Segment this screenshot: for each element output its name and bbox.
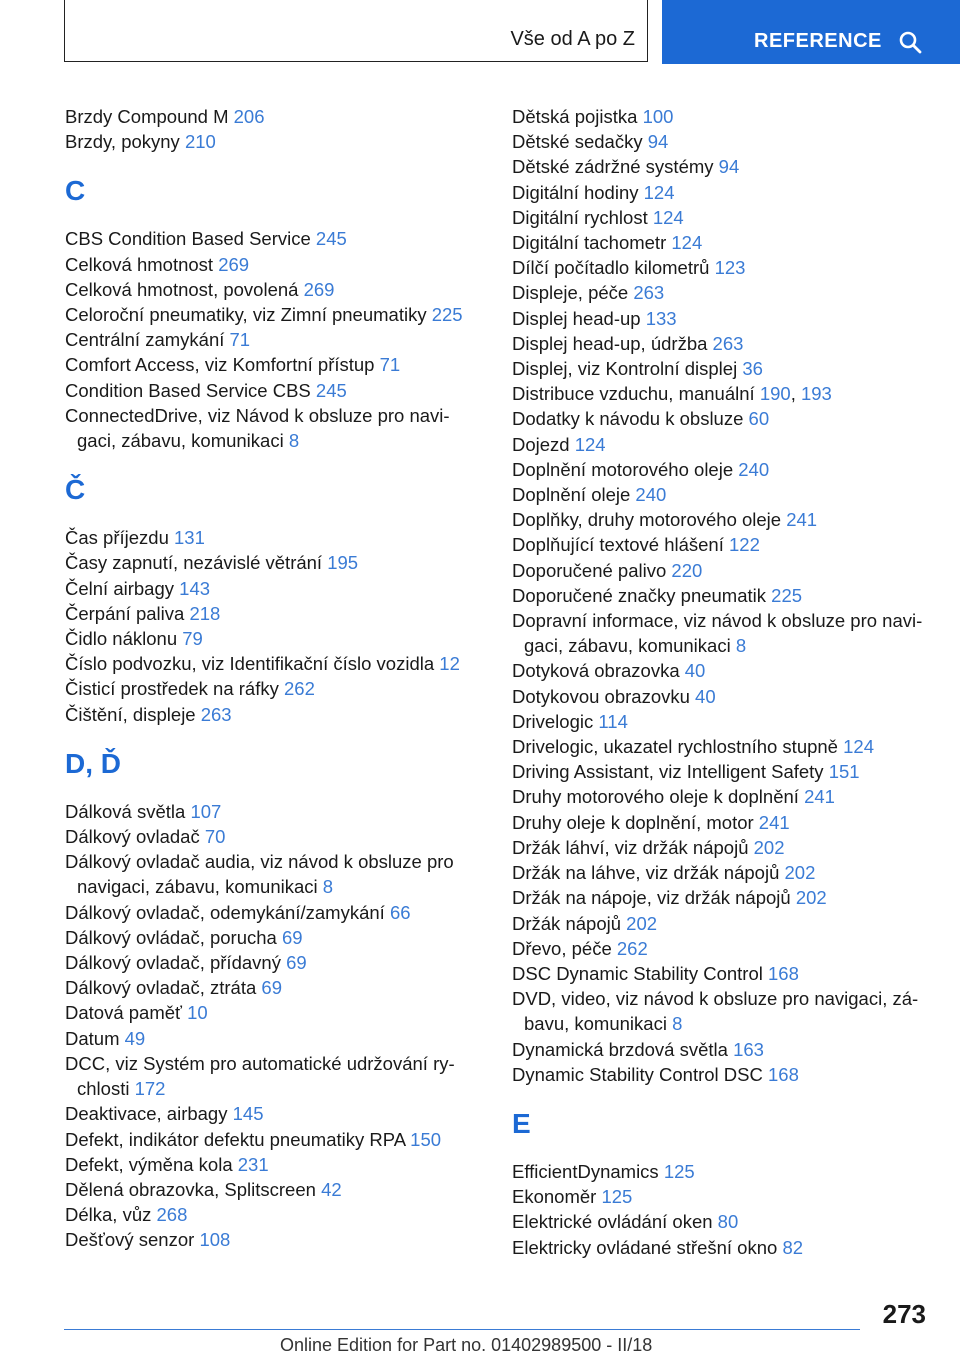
index-entry bbox=[512, 835, 932, 860]
page-reference-link[interactable]: 269 bbox=[303, 278, 335, 300]
index-entry bbox=[65, 1000, 485, 1025]
page-reference-link[interactable]: 262 bbox=[616, 937, 648, 959]
index-entry-text: Čas příjezdu bbox=[65, 527, 169, 549]
page-reference-link[interactable]: 10 bbox=[187, 1002, 208, 1024]
index-entry-text: Centrální zamykání bbox=[65, 329, 225, 351]
page-reference-link[interactable]: 245 bbox=[315, 228, 347, 250]
page-reference-link[interactable]: 60 bbox=[748, 408, 770, 430]
index-entry-text: Celková hmotnost bbox=[65, 253, 214, 275]
index-entry bbox=[65, 277, 485, 302]
index-entry-text: Číslo podvozku, viz Identifikační číslo vozidla bbox=[65, 653, 435, 675]
page-reference-link[interactable]: 124 bbox=[574, 433, 606, 455]
index-entry bbox=[65, 799, 485, 824]
page-reference-link[interactable]: 262 bbox=[284, 678, 315, 700]
index-entry-text: Dálkový ovladač bbox=[65, 826, 200, 848]
index-entry-text: Brzdy Compound M bbox=[65, 106, 229, 127]
page-reference-link[interactable]: 94 bbox=[647, 131, 669, 153]
index-entry-text: Digitální tachometr bbox=[512, 232, 667, 254]
index-entry bbox=[512, 1184, 932, 1209]
index-entry bbox=[65, 104, 485, 129]
index-entry-text: Celková hmotnost, povolená bbox=[65, 278, 299, 300]
index-entry-text: Držák na nápoje, viz držák nápojů bbox=[512, 887, 791, 909]
page-reference-link[interactable]: 263 bbox=[633, 282, 665, 304]
index-entry bbox=[512, 860, 932, 885]
index-entry-text: Dodatky k návodu k obsluze bbox=[512, 408, 744, 430]
index-entry-text: Držák láhví, viz držák nápojů bbox=[512, 836, 749, 858]
index-entry bbox=[65, 975, 485, 1000]
index-entry bbox=[65, 327, 485, 352]
index-entry bbox=[65, 702, 485, 727]
page-reference-link[interactable]: 108 bbox=[199, 1229, 231, 1251]
index-entry bbox=[65, 849, 485, 899]
index-entry bbox=[65, 601, 485, 626]
index-entry bbox=[65, 824, 485, 849]
page-reference-link[interactable]: 131 bbox=[174, 527, 205, 549]
index-entry bbox=[512, 356, 932, 381]
page-reference-link[interactable]: 69 bbox=[261, 977, 282, 999]
index-entry-text: Délka, vůz bbox=[65, 1204, 152, 1226]
page-reference-link[interactable]: 124 bbox=[643, 181, 675, 203]
header-section-box bbox=[64, 0, 648, 62]
page-reference-link[interactable]: 206 bbox=[233, 106, 265, 127]
index-entry-text: Doporučené palivo bbox=[512, 559, 667, 581]
index-entry-text: DCC, viz Systém pro automatické udržování ry-chlosti bbox=[65, 1052, 455, 1100]
index-entry-text: Dálkový ovladač, ztráta bbox=[65, 977, 257, 999]
index-entry bbox=[512, 532, 932, 557]
index-entry-text: Čerpání paliva bbox=[65, 602, 185, 624]
index-entry bbox=[512, 961, 932, 986]
index-entry-text: Digitální hodiny bbox=[512, 181, 639, 203]
index-entry-text: Časy zapnutí, nezávislé větrání bbox=[65, 552, 323, 574]
index-entry-text: Dětská pojistka bbox=[512, 106, 638, 127]
index-letter-heading: Č bbox=[65, 474, 86, 506]
index-entry bbox=[65, 576, 485, 601]
index-entry bbox=[65, 1177, 485, 1202]
page-reference-link[interactable]: 202 bbox=[784, 862, 816, 884]
reference-tab[interactable] bbox=[662, 0, 960, 64]
index-entry bbox=[65, 651, 485, 676]
index-entry bbox=[512, 986, 932, 1036]
page-reference-link[interactable]: 172 bbox=[134, 1078, 166, 1100]
page-reference-link[interactable]: 241 bbox=[758, 811, 790, 833]
page-reference-link[interactable]: 220 bbox=[671, 559, 703, 581]
index-entry bbox=[512, 255, 932, 280]
index-entry-text: Displej, viz Kontrolní displej bbox=[512, 358, 738, 380]
index-entry-text: Displeje, péče bbox=[512, 282, 629, 304]
index-entry bbox=[512, 734, 932, 759]
index-entry bbox=[512, 1209, 932, 1234]
index-entry-text: Doplňující textové hlášení bbox=[512, 534, 724, 556]
page-reference-link[interactable]: 202 bbox=[795, 887, 827, 909]
page-reference-link[interactable]: 94 bbox=[718, 156, 740, 178]
index-entry bbox=[512, 558, 932, 583]
index-entry bbox=[65, 1127, 485, 1152]
index-entry-text: Deaktivace, airbagy bbox=[65, 1103, 228, 1125]
index-entry bbox=[65, 226, 485, 251]
page-reference-link[interactable]: 225 bbox=[431, 304, 463, 326]
index-entry bbox=[512, 684, 932, 709]
page-reference-link[interactable]: 125 bbox=[663, 1160, 695, 1182]
page-reference-link[interactable]: 82 bbox=[782, 1236, 804, 1258]
index-column-left bbox=[65, 104, 485, 1253]
index-entry bbox=[512, 306, 932, 331]
page-reference-link[interactable]: 69 bbox=[281, 926, 303, 948]
index-entry bbox=[512, 709, 932, 734]
page-reference-link[interactable]: 107 bbox=[190, 800, 222, 822]
index-entry bbox=[512, 154, 932, 179]
page-reference-link[interactable]: 240 bbox=[738, 458, 770, 480]
index-entry bbox=[65, 900, 485, 925]
index-entry bbox=[512, 432, 932, 457]
page-reference-link[interactable]: 125 bbox=[601, 1186, 633, 1208]
page-reference-link[interactable]: 163 bbox=[733, 1038, 764, 1060]
index-entry-text: DVD, video, viz návod k obsluze pro navigaci, zá-bavu, komunikaci bbox=[512, 988, 919, 1035]
index-entry bbox=[65, 550, 485, 575]
index-entry-text: Dřevo, péče bbox=[512, 937, 612, 959]
index-entry bbox=[65, 950, 485, 975]
index-entry-text: Displej head-up bbox=[512, 307, 641, 329]
index-entry-text: Dálkový ovládač, porucha bbox=[65, 926, 277, 948]
reference-tab-label: REFERENCE bbox=[754, 30, 882, 52]
index-entry bbox=[512, 1062, 932, 1087]
index-entry bbox=[65, 1227, 485, 1252]
page-reference-link[interactable]: 195 bbox=[327, 552, 359, 574]
index-entry bbox=[65, 378, 485, 403]
index-entry bbox=[65, 925, 485, 950]
index-entry-text: Brzdy, pokyny bbox=[65, 131, 180, 153]
page-number: 273 bbox=[882, 1299, 926, 1329]
index-entry-text: Distribuce vzduchu, manuální bbox=[512, 383, 755, 405]
index-entry bbox=[512, 885, 932, 910]
index-entry bbox=[512, 1159, 932, 1184]
index-entry-text: ConnectedDrive, viz Návod k obsluze pro navi-gaci, zábavu, komunikaci bbox=[65, 404, 450, 452]
index-entry bbox=[65, 525, 485, 550]
page-reference-link[interactable]: 133 bbox=[645, 307, 677, 329]
index-entry-text: Condition Based Service CBS bbox=[65, 379, 311, 401]
index-entry-text: Dynamická brzdová světla bbox=[512, 1038, 728, 1060]
index-entry bbox=[512, 759, 932, 784]
index-entry-text: Celoroční pneumatiky, viz Zimní pneumatiky bbox=[65, 304, 427, 326]
page-reference-link[interactable]: 40 bbox=[695, 685, 716, 707]
index-entry bbox=[512, 406, 932, 431]
index-entry-text: Doplnění oleje bbox=[512, 484, 631, 506]
index-entry-text: Dynamic Stability Control DSC bbox=[512, 1063, 763, 1085]
index-entry bbox=[512, 180, 932, 205]
index-entry-text: Druhy oleje k doplnění, motor bbox=[512, 811, 754, 833]
index-entry-text: Drivelogic bbox=[512, 710, 594, 732]
index-entry-text: Dotyková obrazovka bbox=[512, 660, 680, 682]
page-reference-link[interactable]: 168 bbox=[768, 962, 799, 984]
index-entry bbox=[65, 1101, 485, 1126]
footer-text: Online Edition for Part no. 01402989500 - II/18 bbox=[280, 1335, 653, 1355]
index-entry-text: Defekt, indikátor defektu pneumatiky RPA bbox=[65, 1128, 406, 1150]
index-entry-text: Čidlo náklonu bbox=[65, 628, 178, 650]
index-entry bbox=[65, 676, 485, 701]
index-entry bbox=[65, 1026, 485, 1051]
page-reference-link[interactable]: 80 bbox=[717, 1211, 739, 1233]
page-reference-link[interactable]: 269 bbox=[218, 253, 250, 275]
index-entry bbox=[512, 507, 932, 532]
index-entry-text: Doporučené značky pneumatik bbox=[512, 584, 767, 606]
index-entry bbox=[512, 457, 932, 482]
index-letter-heading: D, Ď bbox=[65, 747, 121, 779]
page-reference-link[interactable]: 8 bbox=[288, 430, 300, 452]
index-entry-text: Čisticí prostředek na ráfky bbox=[65, 678, 279, 700]
index-entry bbox=[65, 129, 485, 154]
page-reference-link[interactable]: 122 bbox=[729, 534, 760, 556]
index-letter-heading: C bbox=[65, 175, 86, 207]
index-entry bbox=[512, 205, 932, 230]
index-entry-text: Dílčí počítadlo kilometrů bbox=[512, 257, 710, 279]
index-entry bbox=[512, 482, 932, 507]
index-entry-text: Elektrické ovládání oken bbox=[512, 1211, 713, 1233]
index-entry-text: Držák nápojů bbox=[512, 912, 622, 934]
page-reference-link[interactable]: 225 bbox=[771, 584, 803, 606]
index-entry-text: Displej head-up, údržba bbox=[512, 332, 708, 354]
page-reference-link[interactable]: 202 bbox=[753, 836, 785, 858]
index-entry-text: Ekonoměr bbox=[512, 1186, 597, 1208]
index-entry-text: Dětské zádržné systémy bbox=[512, 156, 714, 178]
search-icon[interactable] bbox=[898, 30, 922, 59]
page-reference-link[interactable]: 151 bbox=[828, 761, 860, 783]
index-entry: Distribuce vzduchu, manuální 190, 193 bbox=[512, 383, 832, 405]
index-entry-text: Čelní airbagy bbox=[65, 577, 175, 599]
index-entry bbox=[512, 280, 932, 305]
index-entry-text: DSC Dynamic Stability Control bbox=[512, 962, 763, 984]
index-entry-text: Dotykovou obrazovku bbox=[512, 685, 690, 707]
index-entry bbox=[512, 331, 932, 356]
page-reference-link[interactable]: 8 bbox=[322, 876, 334, 898]
index-entry-text: Datum bbox=[65, 1027, 120, 1049]
index-entry bbox=[512, 230, 932, 255]
page-reference-link[interactable]: 114 bbox=[598, 710, 628, 732]
index-entry-text: Driving Assistant, viz Intelligent Safety bbox=[512, 761, 824, 783]
footer-divider bbox=[64, 1329, 860, 1330]
page-reference-link[interactable]: 218 bbox=[189, 602, 221, 624]
index-entry-text: Drivelogic, ukazatel rychlostního stupně bbox=[512, 736, 838, 758]
index-entry bbox=[512, 911, 932, 936]
page-reference-link[interactable]: 241 bbox=[786, 509, 818, 531]
page-reference-link[interactable]: 143 bbox=[179, 577, 211, 599]
page-reference-link[interactable]: 66 bbox=[389, 901, 411, 923]
index-entry-text: Držák na láhve, viz držák nápojů bbox=[512, 862, 780, 884]
index-entry-text: Defekt, výměna kola bbox=[65, 1153, 233, 1175]
index-entry-text: Doplnění motorového oleje bbox=[512, 458, 734, 480]
index-entry bbox=[65, 352, 485, 377]
index-entry-text: Elektricky ovládané střešní okno bbox=[512, 1236, 778, 1258]
page-reference-link[interactable]: 124 bbox=[671, 232, 703, 254]
index-entry-text: Dálkový ovladač audia, viz návod k obsluze pro navigaci, zábavu, komunikaci bbox=[65, 851, 454, 898]
index-entry-text: Doplňky, druhy motorového oleje bbox=[512, 509, 782, 531]
page-reference-link[interactable]: 124 bbox=[843, 736, 874, 758]
index-entry bbox=[65, 1051, 485, 1101]
section-title: Vše od A po Z bbox=[510, 28, 635, 50]
page-reference-link[interactable]: 123 bbox=[714, 257, 746, 279]
page-reference-link[interactable]: 49 bbox=[124, 1027, 146, 1049]
page-reference-link[interactable]: 202 bbox=[626, 912, 658, 934]
page-reference-link[interactable]: 150 bbox=[410, 1128, 442, 1150]
index-entry-text: Dešťový senzor bbox=[65, 1229, 195, 1251]
index-entry-text: Dojezd bbox=[512, 433, 570, 455]
page-reference-link[interactable]: 124 bbox=[652, 206, 684, 228]
index-entry bbox=[65, 626, 485, 651]
index-entry bbox=[512, 784, 932, 809]
page-reference-link[interactable]: 79 bbox=[182, 628, 203, 650]
page-reference-link[interactable]: 36 bbox=[742, 358, 763, 380]
index-letter-heading: E bbox=[512, 1107, 531, 1139]
page-reference-link[interactable]: 210 bbox=[184, 131, 216, 153]
index-entry bbox=[65, 302, 485, 327]
page-reference-link[interactable]: 190 bbox=[759, 383, 791, 405]
page-reference-link[interactable]: 42 bbox=[321, 1178, 342, 1200]
index-entry-text: Dopravní informace, viz návod k obsluze pro navi-gaci, zábavu, komunikaci bbox=[512, 610, 923, 657]
page-reference-link[interactable]: 8 bbox=[672, 1013, 683, 1035]
index-entry bbox=[65, 403, 485, 453]
index-entry-text: Dělená obrazovka, Splitscreen bbox=[65, 1178, 316, 1200]
index-entry-text: Dálkový ovladač, přídavný bbox=[65, 952, 281, 974]
index-column-right bbox=[512, 104, 932, 1260]
index-entry bbox=[512, 583, 932, 608]
page-reference-link[interactable]: 71 bbox=[229, 329, 251, 351]
index-entry bbox=[512, 1235, 932, 1260]
index-entry-text: Čištění, displeje bbox=[65, 703, 196, 725]
index-entry-text: Druhy motorového oleje k doplnění bbox=[512, 786, 799, 808]
page-reference-link[interactable]: 100 bbox=[642, 106, 674, 127]
index-entry bbox=[512, 936, 932, 961]
page-reference-link[interactable]: 71 bbox=[379, 354, 401, 376]
index-entry bbox=[512, 104, 932, 129]
index-entry bbox=[65, 1152, 485, 1177]
index-entry-text: CBS Condition Based Service bbox=[65, 228, 311, 250]
index-entry bbox=[512, 1037, 932, 1062]
page-reference-link[interactable]: 145 bbox=[232, 1103, 264, 1125]
index-entry-text: Dětské sedačky bbox=[512, 131, 643, 153]
page-reference-link[interactable]: 268 bbox=[156, 1204, 188, 1226]
page-reference-link[interactable]: 245 bbox=[315, 379, 347, 401]
page-reference-link[interactable]: 168 bbox=[768, 1063, 799, 1085]
index-entry-text: Digitální rychlost bbox=[512, 206, 648, 228]
page-reference-link[interactable]: 8 bbox=[735, 635, 747, 657]
index-entry bbox=[512, 658, 932, 683]
page-reference-link[interactable]: 240 bbox=[635, 484, 667, 506]
page-reference-link[interactable]: 193 bbox=[800, 383, 832, 405]
page-reference-link[interactable]: 69 bbox=[286, 952, 307, 974]
index-entry bbox=[512, 810, 932, 835]
page-reference-link[interactable]: 231 bbox=[237, 1153, 269, 1175]
index-entry-text: EfficientDynamics bbox=[512, 1160, 659, 1182]
page-reference-link[interactable]: 263 bbox=[200, 703, 232, 725]
page-reference-link[interactable]: 70 bbox=[204, 826, 226, 848]
page-reference-link[interactable]: 12 bbox=[439, 653, 460, 675]
index-entry-text: Dálkový ovladač, odemykání/zamykání bbox=[65, 901, 385, 923]
page-reference-link[interactable]: 263 bbox=[712, 332, 744, 354]
index-entry-text: Dálková světla bbox=[65, 800, 186, 822]
page-reference-link[interactable]: 241 bbox=[804, 786, 835, 808]
page-reference-link[interactable]: 40 bbox=[684, 660, 706, 682]
index-entry-text: Datová paměť bbox=[65, 1002, 182, 1024]
index-entry bbox=[65, 252, 485, 277]
index-entry bbox=[512, 608, 932, 658]
index-entry bbox=[512, 129, 932, 154]
index-entry-text: Comfort Access, viz Komfortní přístup bbox=[65, 354, 375, 376]
index-entry bbox=[65, 1202, 485, 1227]
